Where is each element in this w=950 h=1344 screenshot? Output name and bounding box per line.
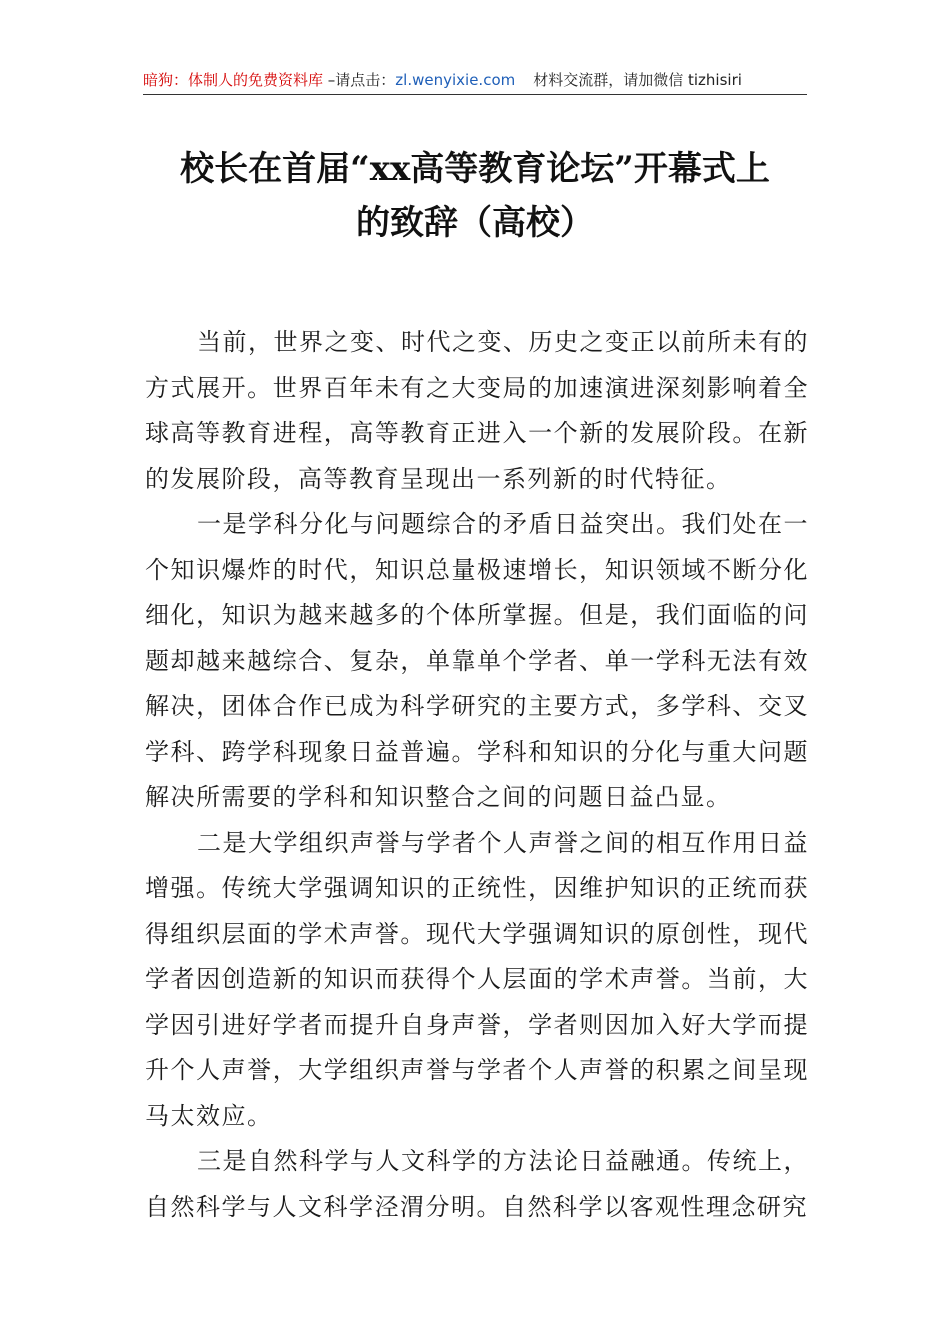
document-body bbox=[145, 320, 809, 1230]
body-paragraph-1: 当前，世界之变、时代之变、历史之变正以前所未有的方式展开。世界百年未有之大变局的加速演进深刻影响着全球高等教育进程，高等教育正进入一个新的发展阶段。在新的发展阶段，高等教育呈现出一系列新的时代特征。 bbox=[145, 328, 809, 493]
header-link[interactable]: zl.wenyixie.com bbox=[395, 71, 516, 89]
page-header bbox=[143, 66, 807, 95]
title-line-1: 校长在首届“xx高等教育论坛”开幕式上 bbox=[180, 149, 770, 189]
title-line-2: 的致辞（高校） bbox=[356, 203, 594, 243]
body-paragraph-2: 一是学科分化与问题综合的矛盾日益突出。我们处在一个知识爆炸的时代，知识总量极速增长，知识领域不断分化细化，知识为越来越多的个体所掌握。但是，我们面临的问题却越来越综合、复杂，单靠单个学者、单一学科无法有效解决，团体合作已成为科学研究的主要方式，多学科、交叉学科、跨学科现象日益普遍。学科和知识的分化与重大问题解决所需要的学科和知识整合之间的问题日益凸显。 bbox=[145, 510, 809, 811]
body-paragraph-4: 三是自然科学与人文科学的方法论日益融通。传统上，自然科学与人文科学泾渭分明。自然科学以客观性理念研究 bbox=[145, 1147, 809, 1221]
body-paragraph-3: 二是大学组织声誉与学者个人声誉之间的相互作用日益增强。传统大学强调知识的正统性，因维护知识的正统而获得组织层面的学术声誉。现代大学强调知识的原创性，现代学者因创造新的知识而获得个人层面的学术声誉。当前，大学因引进好学者而提升自身声誉，学者则因加入好大学而提升个人声誉，大学组织声誉与学者个人声誉的积累之间呈现马太效应。 bbox=[145, 828, 809, 1130]
header-wechat-text: 材料交流群，请加微信 tizhisiri bbox=[533, 71, 742, 89]
document-title bbox=[140, 142, 810, 250]
header-promo-text: 暗狗：体制人的免费资料库 bbox=[143, 71, 324, 89]
header-click-text: –请点击： bbox=[323, 71, 396, 89]
